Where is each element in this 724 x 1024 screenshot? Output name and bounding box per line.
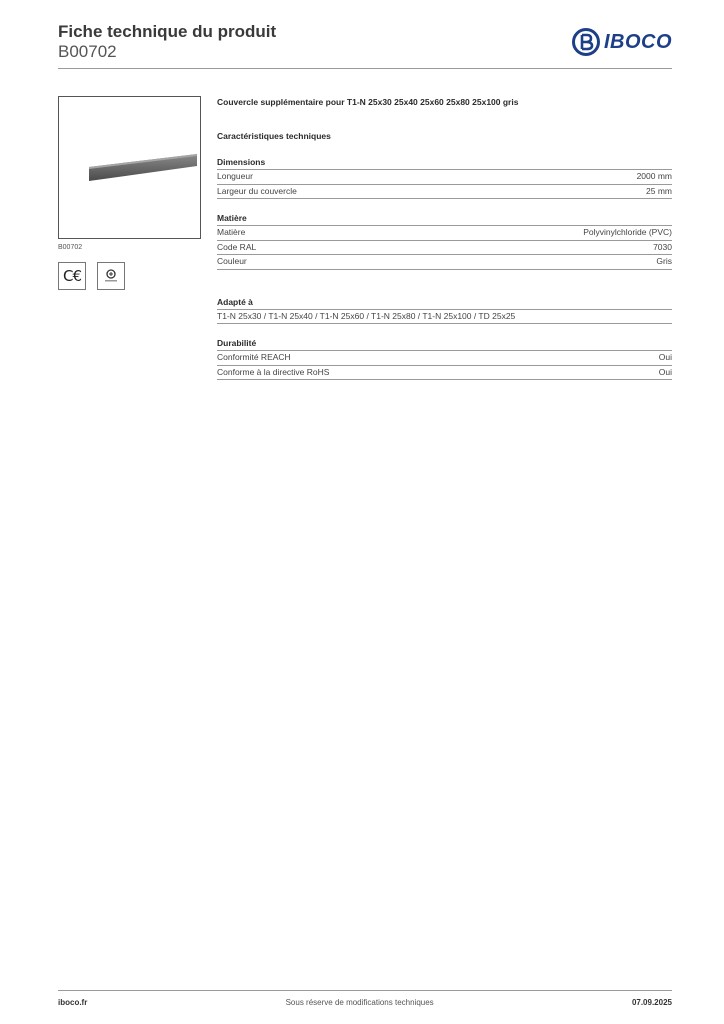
spec-value: 2000 mm: [636, 171, 672, 181]
brand-logo: [572, 28, 672, 56]
document-date: 07.09.2025: [631, 998, 672, 1007]
certification-seal-icon: [102, 267, 120, 285]
spec-row: [217, 170, 672, 185]
compatibility-text: T1-N 25x30 / T1-N 25x40 / T1-N 25x60 / T1-N 25x80 / T1-N 25x100 / TD 25x25: [217, 310, 516, 321]
spec-label: Conforme à la directive RoHS: [217, 366, 330, 377]
spec-label: Conformité REACH: [217, 352, 291, 362]
spec-row: [217, 241, 672, 256]
product-name: Couvercle supplémentaire pour T1-N 25x30 25x40 25x60 25x80 25x100 gris: [217, 97, 519, 107]
section-title: Matière: [217, 212, 672, 226]
specs-heading: Caractéristiques techniques: [217, 131, 331, 141]
spec-label: Code RAL: [217, 241, 257, 252]
document-title: Fiche technique du produit: [58, 22, 277, 41]
spec-label: Largeur du couvercle: [217, 185, 297, 196]
website-link[interactable]: iboco.fr: [58, 998, 88, 1007]
product-code: B00702: [58, 42, 117, 61]
spec-row: [217, 185, 672, 200]
spec-value: 25 mm: [646, 185, 672, 196]
section-title: Adapté à: [217, 296, 672, 310]
certification-badge: [97, 262, 125, 290]
durability-section: [217, 337, 672, 380]
spec-value: Polyvinylchloride (PVC): [583, 227, 672, 237]
brand-name: IBOCO: [603, 30, 672, 53]
iboco-emblem-icon: [572, 28, 600, 56]
section-title: Dimensions: [217, 156, 672, 170]
section-title: Durabilité: [217, 337, 672, 351]
footer-divider: [58, 990, 672, 991]
spec-row: [217, 366, 672, 381]
spec-row: [217, 255, 672, 270]
page-footer: [58, 998, 672, 1007]
spec-value: Oui: [658, 352, 672, 362]
ce-certification-badge: [58, 262, 86, 290]
spec-label: Longueur: [217, 171, 253, 181]
spec-row: [217, 351, 672, 366]
spec-value: Gris: [656, 256, 672, 266]
spec-label: Matière: [217, 227, 246, 237]
ce-mark-icon: C€: [62, 267, 82, 285]
image-caption: B00702: [58, 244, 83, 251]
product-details: [217, 96, 672, 380]
cover-profile-illustration: [59, 97, 201, 239]
material-section: [217, 212, 672, 270]
dimensions-section: [217, 156, 672, 199]
document-header: [58, 22, 276, 62]
header-divider: [58, 68, 672, 69]
compatibility-row: [217, 310, 672, 325]
spec-row: [217, 226, 672, 241]
spec-value: 7030: [653, 241, 672, 252]
product-image: [58, 96, 201, 239]
compatibility-section: [217, 296, 672, 325]
spec-label: Couleur: [217, 256, 247, 266]
footer-note: Sous réserve de modifications techniques: [285, 998, 434, 1007]
spec-value: Oui: [658, 366, 672, 377]
